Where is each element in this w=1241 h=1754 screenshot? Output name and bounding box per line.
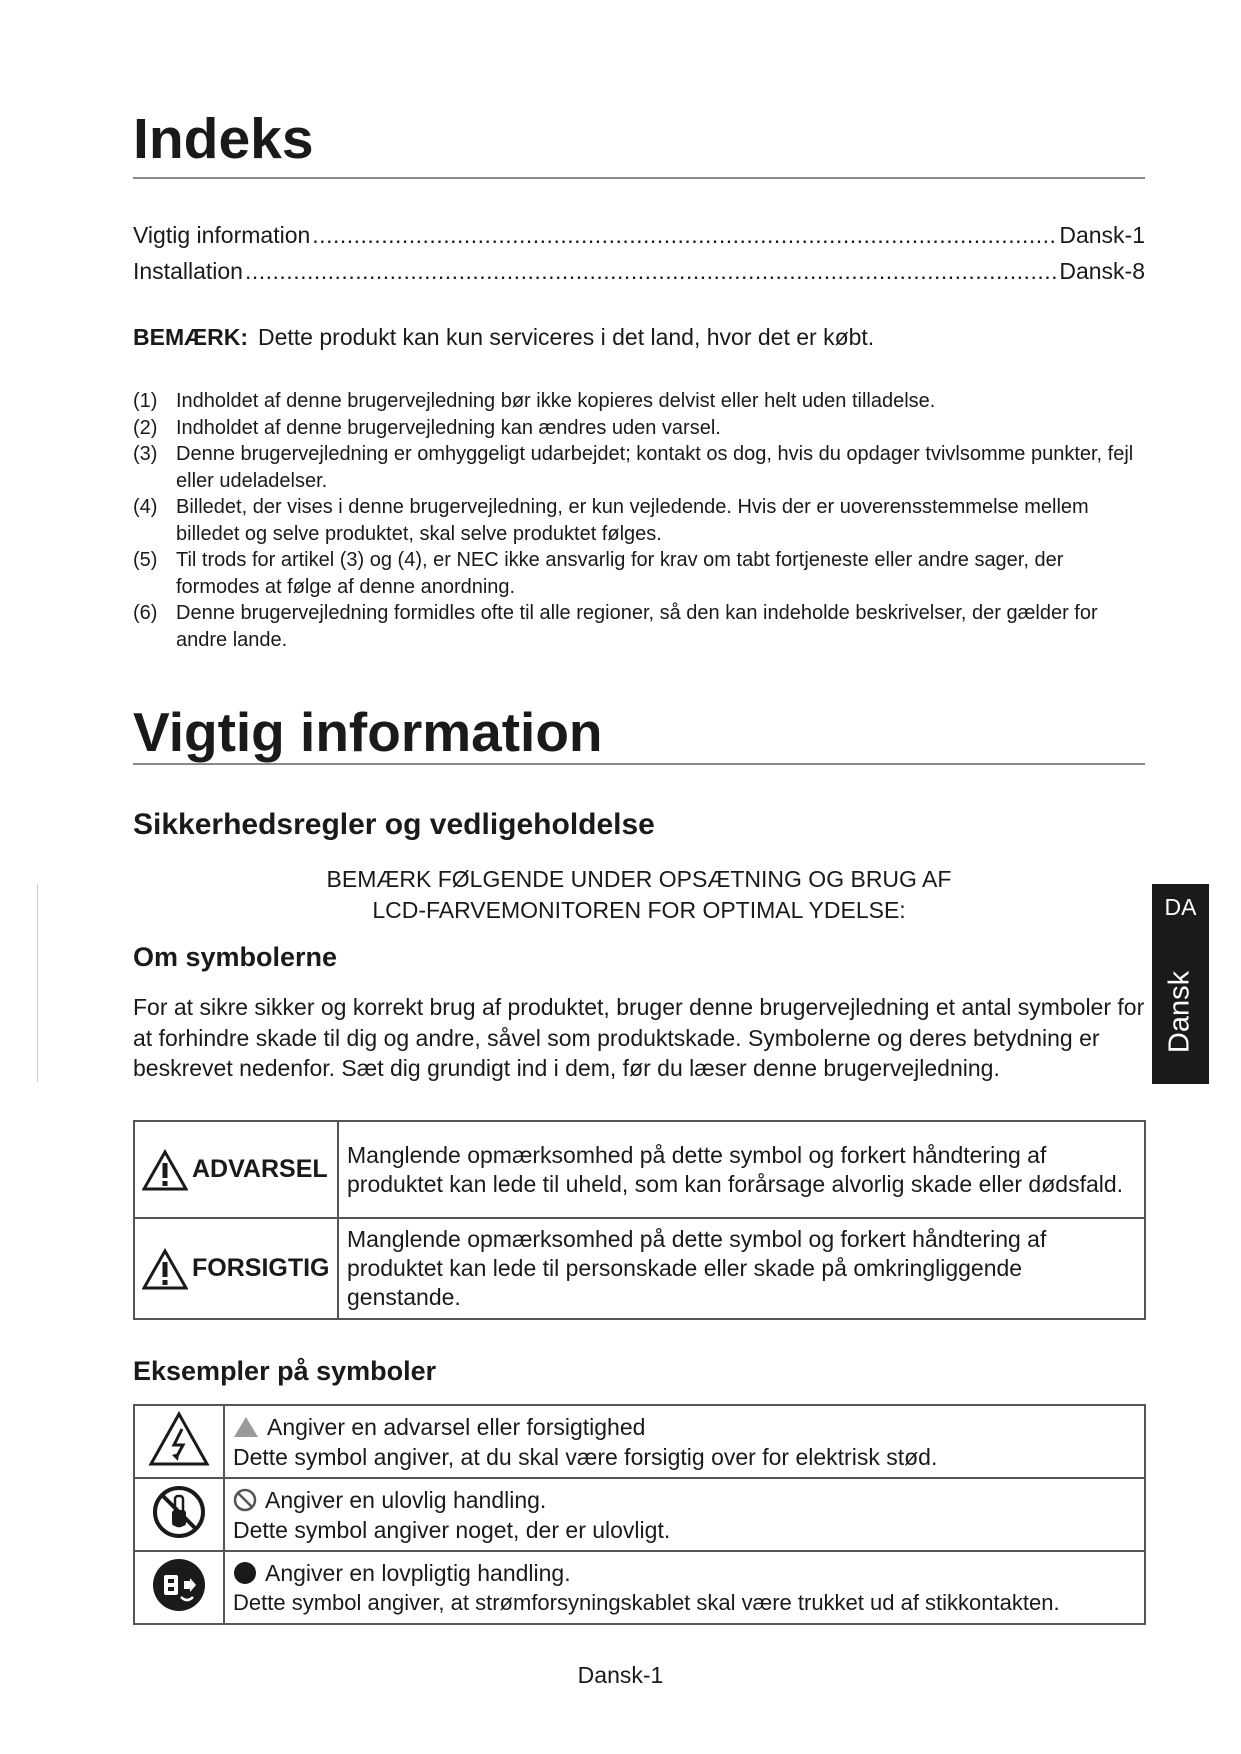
example-text-cell [224, 1551, 1145, 1624]
example-icon-cell [134, 1405, 224, 1478]
examples-table [133, 1404, 1146, 1625]
example-title: Angiver en advarsel eller forsigtighed [267, 1413, 646, 1440]
toc-label: Vigtig information [133, 222, 311, 248]
list-text: Til trods for artikel (3) og (4), er NEC ikke ansvarlig for krav om tabt fortjeneste eller andre sager, der formodes at følge af denne anordning. [176, 549, 1064, 598]
list-item [133, 547, 1143, 600]
electric-shock-warning-icon [148, 1411, 210, 1467]
triangle-icon [233, 1416, 259, 1438]
warning-label-cell [134, 1121, 338, 1218]
toc-page: Dansk-1 [1059, 222, 1145, 248]
warning-text: Manglende opmærksomhed på dette symbol og forkert håndtering af produktet kan lede til personskade eller skade på omkringliggende genstande. [338, 1218, 1145, 1319]
warning-label: FORSIGTIG [192, 1254, 330, 1282]
example-desc: Dette symbol angiver noget, der er ulovligt. [233, 1516, 671, 1543]
list-item [133, 415, 1143, 442]
toc-label: Installation [133, 258, 243, 284]
list-text: Denne brugervejledning er omhyggeligt udarbejdet; kontakt os dog, hvis du opdager tvivlsomme punkter, fejl eller udeladelser. [176, 443, 1134, 492]
example-title: Angiver en ulovlig handling. [265, 1486, 547, 1513]
list-item [133, 441, 1143, 494]
index-heading: Indeks [133, 107, 314, 171]
setup-notice-line: BEMÆRK FØLGENDE UNDER OPSÆTNING OG BRUG AF [326, 866, 952, 892]
example-title: Angiver en lovpligtig handling. [265, 1559, 571, 1586]
note-label: BEMÆRK: [133, 324, 248, 350]
example-icon-cell [134, 1551, 224, 1624]
prohibition-icon [233, 1488, 257, 1512]
table-row [134, 1121, 1145, 1218]
list-number: (3) [133, 443, 158, 465]
mandatory-dot-icon [233, 1561, 257, 1585]
toc-leader [245, 258, 1057, 285]
list-text: Indholdet af denne brugervejledning bør ikke kopieres delvist eller helt uden tilladelse. [176, 390, 936, 412]
list-number: (4) [133, 496, 158, 518]
example-icon-cell [134, 1478, 224, 1551]
setup-notice [133, 864, 1145, 926]
toc-row[interactable] [133, 222, 1145, 252]
list-number: (6) [133, 602, 158, 624]
main-heading: Vigtig information [133, 701, 603, 763]
warning-text: Manglende opmærksomhed på dette symbol og forkert håndtering af produktet kan lede til uheld, som kan forårsage alvorlig skade eller dødsfald. [338, 1121, 1145, 1218]
symbols-paragraph: For at sikre sikker og korrekt brug af produktet, bruger denne brugervejledning et antal symboler for at forhindre skade til dig og andre, såvel som produktskade. Symbolerne og deres betydning er beskrevet nedenfor. Sæt dig grundigt ind i dem, før du læser denne brugervejledning. [133, 994, 1145, 1081]
example-desc: Dette symbol angiver, at du skal være forsigtig over for elektrisk stød. [233, 1443, 938, 1470]
page-number: Dansk-1 [577, 1662, 664, 1688]
warning-label: ADVARSEL [192, 1155, 328, 1183]
list-item [133, 494, 1143, 547]
language-name: Dansk [1163, 970, 1196, 1054]
example-text-cell [224, 1478, 1145, 1551]
list-text: Billedet, der vises i denne brugervejledning, er kun vejledende. Hvis der er uoverensstemmelse mellem billedet og selve produktet, skal selve produktet følges. [176, 496, 1089, 545]
heading-rule [133, 177, 1145, 179]
setup-notice-line: LCD-FARVEMONITOREN FOR OPTIMAL YDELSE: [372, 897, 906, 923]
list-text: Indholdet af denne brugervejledning kan ændres uden varsel. [176, 416, 721, 439]
toc-leader [312, 222, 1057, 249]
examples-heading: Eksempler på symboler [133, 1356, 437, 1386]
list-number: (1) [133, 390, 158, 412]
list-item [133, 600, 1143, 653]
warning-triangle-icon [142, 1149, 188, 1191]
no-disassembly-icon [151, 1484, 207, 1540]
unplug-icon [151, 1557, 207, 1613]
caution-triangle-icon [142, 1248, 188, 1290]
table-row [134, 1218, 1145, 1319]
list-number: (2) [133, 416, 158, 439]
margin-mark [37, 884, 38, 1082]
warning-label-cell [134, 1218, 338, 1319]
list-number: (5) [133, 549, 158, 571]
list-text: Denne brugervejledning formidles ofte til alle regioner, så den kan indeholde beskrivelser, der gælder for andre lande. [176, 602, 1098, 651]
toc-row[interactable] [133, 258, 1145, 288]
toc-page: Dansk-8 [1059, 258, 1145, 284]
table-row [134, 1405, 1145, 1478]
table-row [134, 1551, 1145, 1624]
heading-rule [133, 763, 1145, 765]
language-code: DA [1164, 894, 1197, 920]
language-tab[interactable] [1152, 884, 1209, 1084]
symbols-heading: Om symbolerne [133, 942, 338, 972]
note-text: Dette produkt kan kun serviceres i det land, hvor det er købt. [258, 324, 875, 350]
example-desc: Dette symbol angiver, at strømforsyningskablet skal være trukket ud af stikkontakten. [233, 1589, 1060, 1615]
table-row [134, 1478, 1145, 1551]
warning-table [133, 1120, 1146, 1320]
section-heading: Sikkerhedsregler og vedligeholdelse [133, 808, 655, 841]
example-text-cell [224, 1405, 1145, 1478]
service-note [133, 324, 874, 351]
disclaimer-list [133, 388, 1143, 653]
list-item [133, 388, 1143, 415]
